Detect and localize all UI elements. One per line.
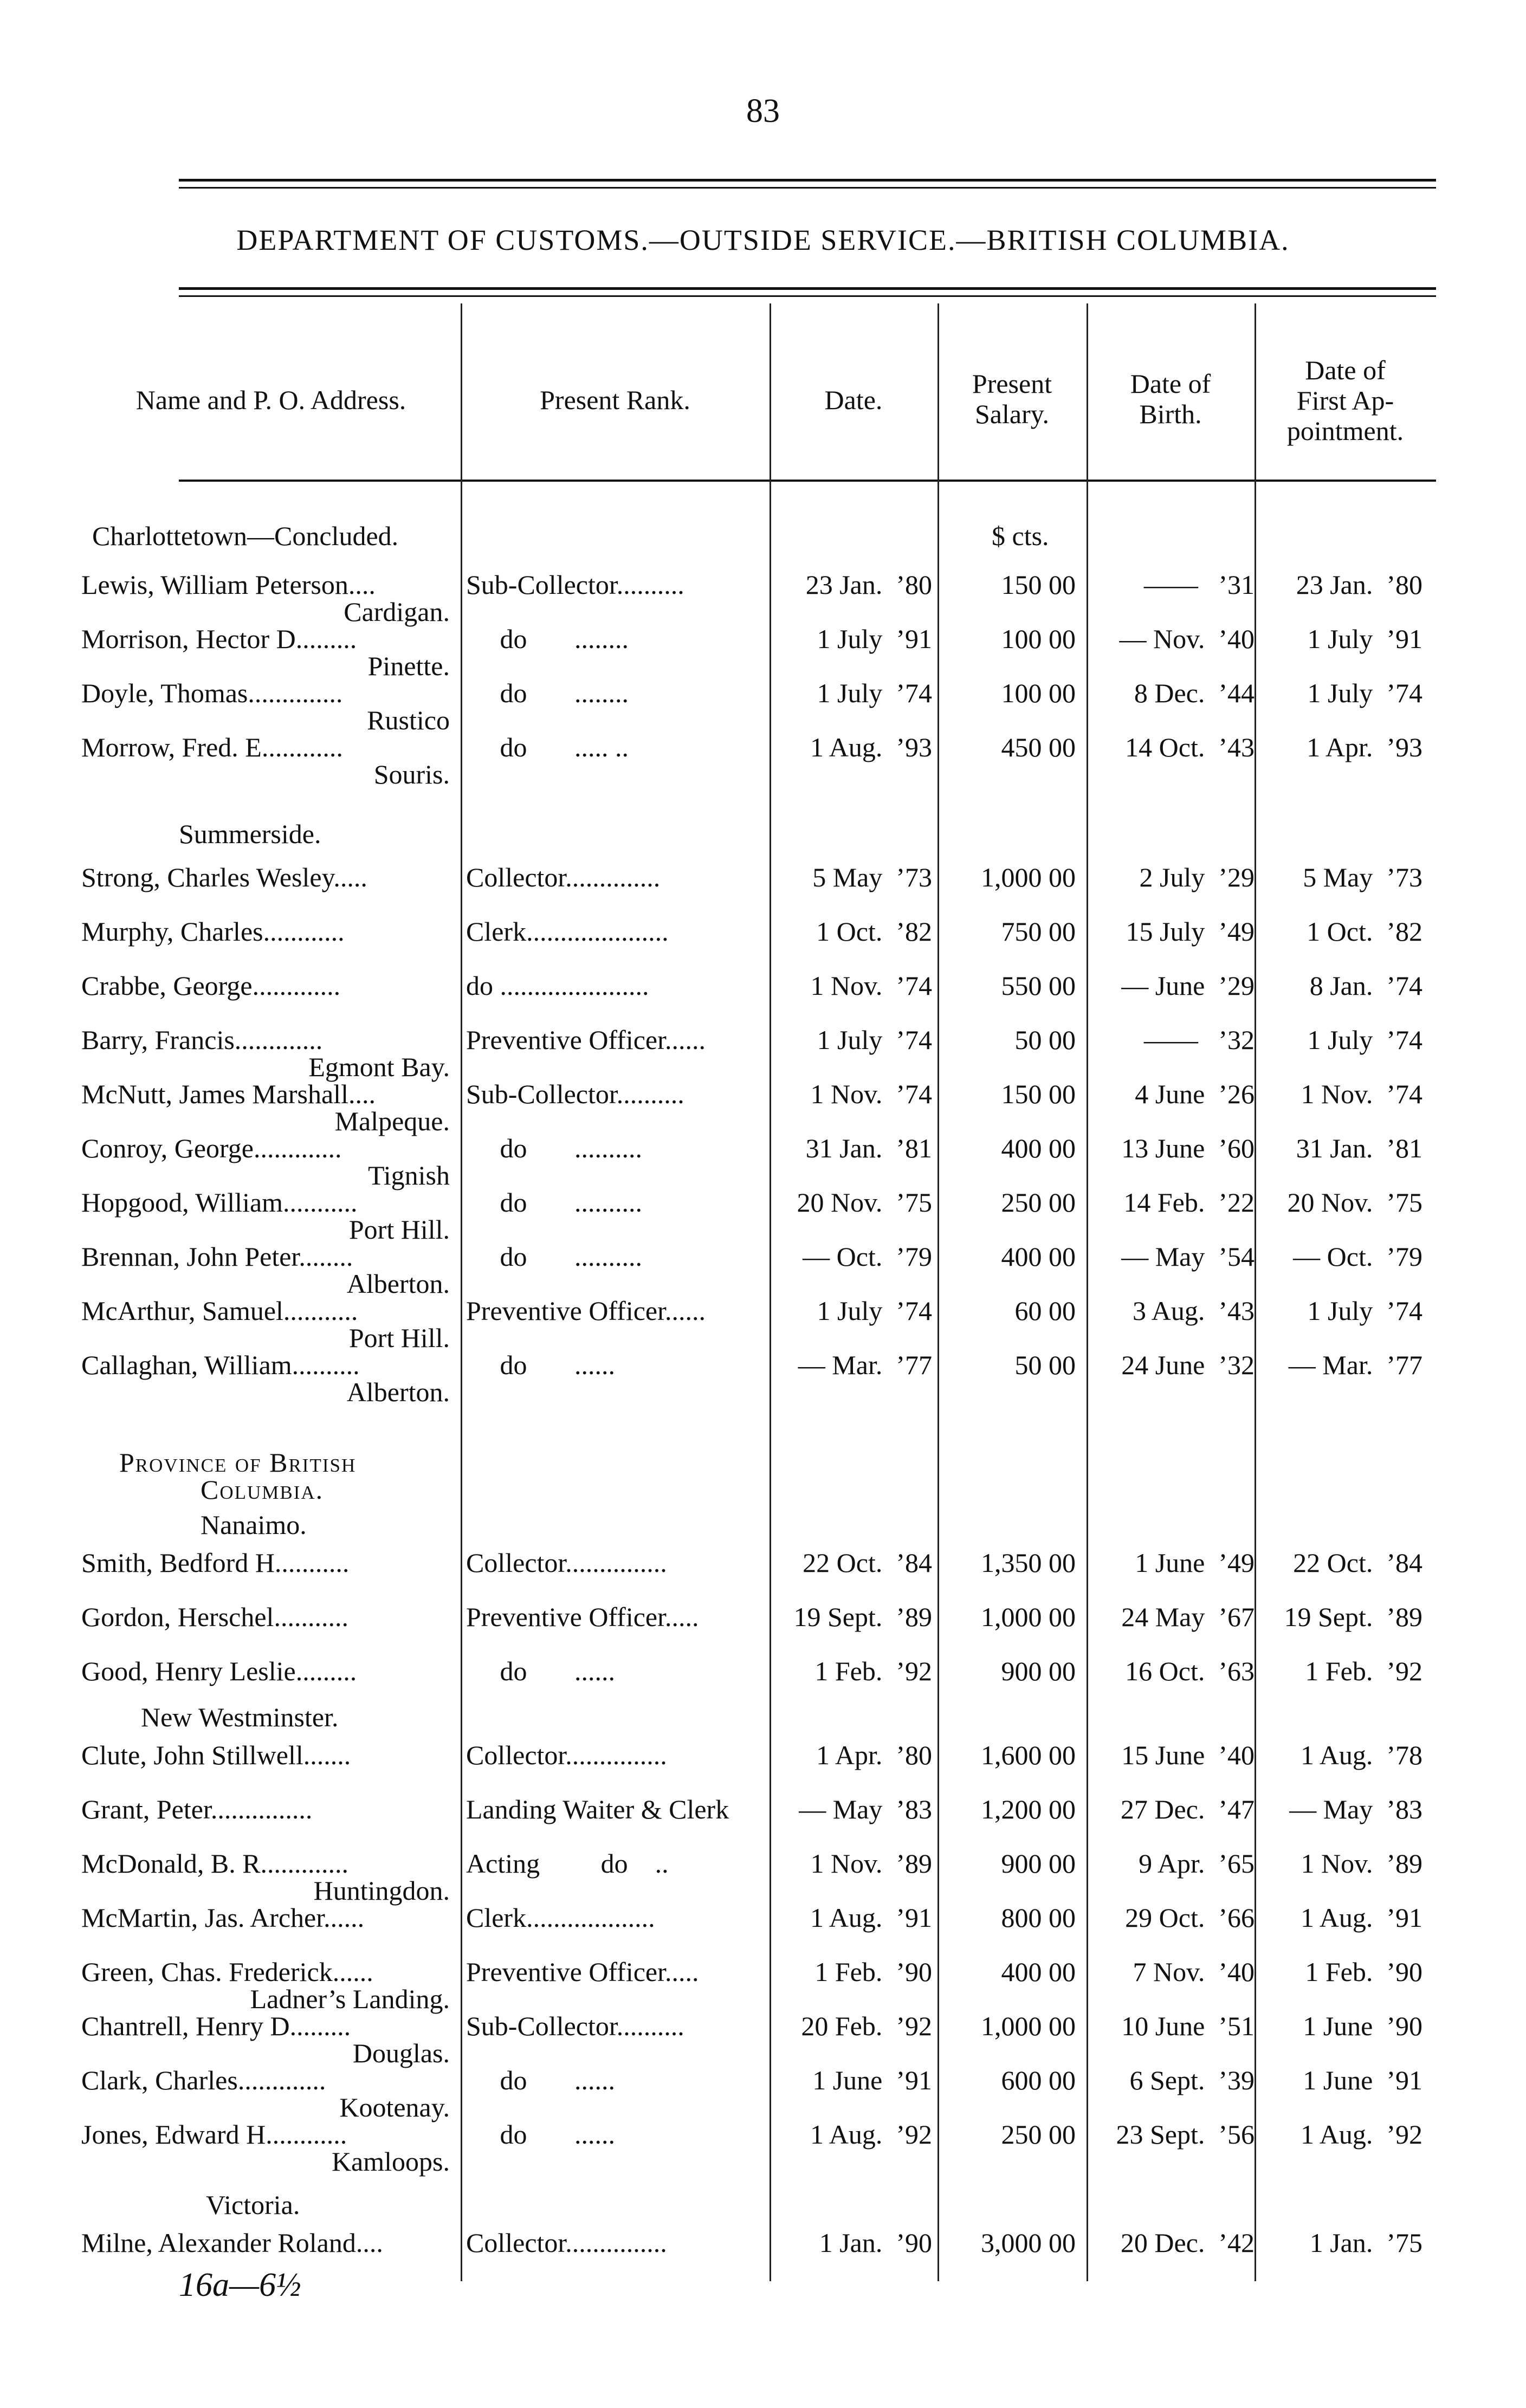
appointment-cell: 20 Nov. ’75 [1287,1187,1422,1218]
salary-cell: 1,200 00 [981,1794,1076,1824]
rank-cell: Preventive Officer..... [466,1602,699,1632]
salary-cell: 1,350 00 [981,1548,1076,1578]
salary-cell: 800 00 [1001,1902,1076,1933]
post-office-address: Ladner’s Landing. [250,1984,450,2014]
date-cell: 1 Nov. ’74 [810,1079,932,1109]
column-header-salary-line: Salary. [975,399,1049,429]
name-cell: Morrison, Hector D......... [81,624,357,654]
salary-cell: 3,000 00 [981,2228,1076,2258]
post-office-address: Douglas. [352,2038,450,2068]
birth-cell: 7 Nov. ’40 [1133,1957,1255,1987]
currency-header: $ cts. [992,521,1049,551]
birth-cell: 15 June ’40 [1121,1740,1255,1770]
name-cell: Good, Henry Leslie......... [81,1656,357,1686]
column-header-birth-line: Birth. [1139,399,1202,429]
column-header-birth-line: Date of [1130,368,1211,399]
section-heading: Summerside. [179,819,321,849]
name-cell: Brennan, John Peter........ [81,1241,353,1272]
table-row [0,970,1526,1013]
appointment-cell: 1 June ’90 [1303,2011,1422,2041]
column-header-date [770,385,937,415]
date-cell: 1 Aug. ’91 [810,1902,932,1933]
column-header-birth [1087,368,1255,429]
date-cell: 1 Feb. ’90 [814,1957,932,1987]
date-cell: — Oct. ’79 [803,1241,932,1272]
post-office-address: Alberton. [346,1377,450,1407]
table-row [0,862,1526,905]
date-cell: 1 July ’74 [817,1025,932,1055]
rank-cell: Collector............... [466,2228,667,2258]
birth-cell: 29 Oct. ’66 [1125,1902,1255,1933]
rank-cell: Sub-Collector.......... [466,1079,684,1109]
salary-cell: 250 00 [1001,2119,1076,2150]
date-cell: 31 Jan. ’81 [805,1133,932,1163]
table-top-rule [179,287,1436,290]
top-rule [179,179,1436,182]
salary-cell: 400 00 [1001,1957,1076,1987]
birth-cell: 14 Oct. ’43 [1125,732,1255,762]
table-row [0,1547,1526,1590]
column-header-date-label: Date. [824,385,883,415]
date-cell: — Mar. ’77 [798,1350,932,1380]
header-bottom-rule [179,480,1436,482]
post-office-address: Malpeque. [334,1106,450,1136]
rank-cell: do ...... [466,1350,615,1380]
appointment-cell: 1 Aug. ’78 [1301,1740,1422,1770]
appointment-cell: 1 Aug. ’91 [1301,1902,1422,1933]
name-cell: Grant, Peter............... [81,1794,313,1824]
salary-cell: 400 00 [1001,1133,1076,1163]
birth-cell: 14 Feb. ’22 [1123,1187,1255,1218]
table-row [0,1655,1526,1699]
birth-cell: — June ’29 [1121,970,1255,1001]
appointment-cell: 31 Jan. ’81 [1296,1133,1422,1163]
post-office-address: Port Hill. [348,1323,450,1353]
date-cell: 1 June ’91 [812,2065,932,2095]
birth-cell: 27 Dec. ’47 [1120,1794,1255,1824]
salary-cell: 400 00 [1001,1241,1076,1272]
name-cell: Jones, Edward H............ [81,2119,347,2150]
salary-cell: 900 00 [1001,1656,1076,1686]
post-office-address: Rustico [367,705,450,735]
rank-cell: Collector............... [466,1740,667,1770]
name-cell: Lewis, William Peterson.... [81,569,376,600]
rank-cell: Collector.............. [466,862,661,892]
appointment-cell: 5 May ’73 [1303,862,1422,892]
appointment-cell: 1 Apr. ’93 [1307,732,1422,762]
section-heading: Nanaimo. [201,1510,307,1540]
birth-cell: — May ’54 [1121,1241,1255,1272]
column-header-name [81,385,461,415]
date-cell: 1 Feb. ’92 [814,1656,932,1686]
name-cell: Strong, Charles Wesley..... [81,862,367,892]
post-office-address: Souris. [373,759,450,789]
salary-cell: 100 00 [1001,624,1076,654]
rank-cell: do ........ [466,624,629,654]
rank-cell: Clerk..................... [466,916,669,947]
name-cell: Green, Chas. Frederick...... [81,1957,373,1987]
table-row [0,1739,1526,1783]
post-office-address: Kootenay. [339,2092,450,2122]
appointment-cell: 1 Feb. ’90 [1305,1957,1422,1987]
rank-cell: do ........ [466,678,629,708]
birth-cell: 23 Sept. ’56 [1116,2119,1255,2150]
table-row [0,1601,1526,1645]
salary-cell: 600 00 [1001,2065,1076,2095]
appointment-cell: 1 Nov. ’74 [1301,1079,1422,1109]
section-heading: New Westminster. [141,1702,339,1732]
rank-cell: do .......... [466,1133,642,1163]
appointment-cell: 1 Feb. ’92 [1305,1656,1422,1686]
name-cell: Conroy, George............. [81,1133,342,1163]
rank-cell: Acting do .. [466,1848,669,1879]
name-cell: McMartin, Jas. Archer...... [81,1902,365,1933]
name-cell: Chantrell, Henry D......... [81,2011,351,2041]
name-cell: McNutt, James Marshall.... [81,1079,376,1109]
appointment-cell: — Oct. ’79 [1293,1241,1422,1272]
name-cell: Doyle, Thomas.............. [81,678,343,708]
rank-cell: Collector............... [466,1548,667,1578]
salary-cell: 50 00 [1014,1350,1076,1380]
birth-cell: 24 June ’32 [1121,1350,1255,1380]
column-header-appointment [1255,355,1436,446]
post-office-address: Alberton. [346,1268,450,1299]
birth-cell: 3 Aug. ’43 [1133,1296,1255,1326]
column-header-rank-label: Present Rank. [540,385,690,415]
name-cell: Hopgood, William........... [81,1187,358,1218]
province-heading: Province of British [119,1447,357,1478]
appointment-cell: 19 Sept. ’89 [1284,1602,1422,1632]
province-heading: Columbia. [201,1474,324,1505]
appointment-cell: — Mar. ’77 [1288,1350,1422,1380]
salary-cell: 450 00 [1001,732,1076,762]
rank-cell: Landing Waiter & Clerk [466,1794,729,1824]
name-cell: Clark, Charles............. [81,2065,326,2095]
appointment-cell: 1 Aug. ’92 [1301,2119,1422,2150]
top-rule-thin [179,187,1436,189]
appointment-cell: 1 Jan. ’75 [1309,2228,1422,2258]
salary-cell: 100 00 [1001,678,1076,708]
post-office-address: Tignish [367,1160,450,1190]
column-header-rank [461,385,770,415]
birth-cell: 2 July ’29 [1139,862,1255,892]
date-cell: 1 July ’74 [817,678,932,708]
rank-cell: Preventive Officer..... [466,1957,699,1987]
column-header-salary-line: Present [972,368,1052,399]
salary-cell: 1,600 00 [981,1740,1076,1770]
name-cell: Crabbe, George............. [81,970,341,1001]
signature-mark: 16a—6½ [179,2267,301,2303]
salary-cell: 1,000 00 [981,2011,1076,2041]
name-cell: Barry, Francis............. [81,1025,323,1055]
birth-cell: 15 July ’49 [1126,916,1255,947]
birth-cell: 4 June ’26 [1135,1079,1255,1109]
appointment-cell: 1 Nov. ’89 [1301,1848,1422,1879]
name-cell: McDonald, B. R............. [81,1848,349,1879]
date-cell: 5 May ’73 [812,862,932,892]
date-cell: — May ’83 [799,1794,932,1824]
section-heading: Victoria. [206,2190,300,2220]
appointment-cell: 1 June ’91 [1303,2065,1422,2095]
rank-cell: do ...... [466,1656,615,1686]
name-cell: Milne, Alexander Roland.... [81,2228,383,2258]
appointment-cell: 8 Jan. ’74 [1309,970,1422,1001]
name-cell: Morrow, Fred. E............ [81,732,343,762]
date-cell: 23 Jan. ’80 [805,569,932,600]
post-office-address: Huntingdon. [313,1875,450,1906]
salary-cell: 900 00 [1001,1848,1076,1879]
date-cell: 20 Feb. ’92 [801,2011,932,2041]
birth-cell: 24 May ’67 [1121,1602,1255,1632]
birth-cell: 16 Oct. ’63 [1125,1656,1255,1686]
date-cell: 22 Oct. ’84 [803,1548,932,1578]
table-row [0,916,1526,959]
date-cell: 1 Nov. ’89 [810,1848,932,1879]
appointment-cell: — May ’83 [1289,1794,1422,1824]
appointment-cell: 1 July ’74 [1307,678,1422,708]
salary-cell: 550 00 [1001,970,1076,1001]
page-number: 83 [746,93,780,130]
date-cell: 20 Nov. ’75 [797,1187,932,1218]
page-heading: DEPARTMENT OF CUSTOMS.—OUTSIDE SERVICE.—BRITISH COLUMBIA. [236,224,1290,256]
salary-cell: 1,000 00 [981,862,1076,892]
birth-cell: —— ’31 [1143,569,1255,600]
rank-cell: do .......... [466,1187,642,1218]
name-cell: Murphy, Charles............ [81,916,345,947]
appointment-cell: 1 July ’74 [1307,1025,1422,1055]
salary-cell: 150 00 [1001,1079,1076,1109]
birth-cell: 1 June ’49 [1135,1548,1255,1578]
rank-cell: do ...... [466,2119,615,2150]
column-header-name-label: Name and P. O. Address. [135,385,406,415]
salary-cell: 1,000 00 [981,1602,1076,1632]
salary-cell: 750 00 [1001,916,1076,947]
date-cell: 1 Apr. ’80 [816,1740,932,1770]
name-cell: Clute, John Stillwell....... [81,1740,351,1770]
birth-cell: 20 Dec. ’42 [1120,2228,1255,2258]
salary-cell: 60 00 [1014,1296,1076,1326]
rank-cell: do ..... .. [466,732,629,762]
rank-cell: Sub-Collector.......... [466,569,684,600]
rank-cell: Sub-Collector.......... [466,2011,684,2041]
rank-cell: do ...................... [466,970,649,1001]
birth-cell: 10 June ’51 [1121,2011,1255,2041]
date-cell: 1 Nov. ’74 [810,970,932,1001]
rank-cell: Preventive Officer...... [466,1296,706,1326]
post-office-address: Port Hill. [348,1214,450,1245]
column-header-appointment-line: Date of [1305,355,1386,385]
table-row [0,1902,1526,1945]
birth-cell: —— ’32 [1143,1025,1255,1055]
date-cell: 1 Aug. ’92 [810,2119,932,2150]
column-header-salary [937,368,1087,429]
table-row [0,1794,1526,1837]
name-cell: Gordon, Herschel........... [81,1602,348,1632]
appointment-cell: 1 Oct. ’82 [1307,916,1422,947]
name-cell: McArthur, Samuel........... [81,1296,358,1326]
salary-cell: 50 00 [1014,1025,1076,1055]
rank-cell: do .......... [466,1241,642,1272]
appointment-cell: 1 July ’91 [1307,624,1422,654]
rank-cell: Preventive Officer...... [466,1025,706,1055]
date-cell: 19 Sept. ’89 [793,1602,932,1632]
date-cell: 1 July ’91 [817,624,932,654]
birth-cell: 13 June ’60 [1121,1133,1255,1163]
column-header-appointment-line: First Ap- [1296,385,1394,416]
appointment-cell: 23 Jan. ’80 [1296,569,1422,600]
birth-cell: — Nov. ’40 [1119,624,1255,654]
appointment-cell: 1 July ’74 [1307,1296,1422,1326]
post-office-address: Egmont Bay. [308,1052,450,1082]
date-cell: 1 Jan. ’90 [819,2228,932,2258]
birth-cell: 9 Apr. ’65 [1139,1848,1255,1879]
date-cell: 1 July ’74 [817,1296,932,1326]
column-header-appointment-line: pointment. [1286,416,1404,446]
section-heading: Charlottetown—Concluded. [92,521,399,551]
salary-cell: 250 00 [1001,1187,1076,1218]
appointment-cell: 22 Oct. ’84 [1293,1548,1422,1578]
name-cell: Callaghan, William.......... [81,1350,360,1380]
post-office-address: Kamloops. [331,2146,450,2177]
post-office-address: Cardigan. [344,597,450,627]
salary-cell: 150 00 [1001,569,1076,600]
name-cell: Smith, Bedford H........... [81,1548,350,1578]
rank-cell: Clerk................... [466,1902,655,1933]
birth-cell: 6 Sept. ’39 [1129,2065,1255,2095]
table-row [0,2227,1526,2270]
post-office-address: Pinette. [367,651,450,681]
rank-cell: do ...... [466,2065,615,2095]
date-cell: 1 Aug. ’93 [810,732,932,762]
date-cell: 1 Oct. ’82 [816,916,932,947]
birth-cell: 8 Dec. ’44 [1134,678,1255,708]
table-top-rule-thin [179,295,1436,297]
